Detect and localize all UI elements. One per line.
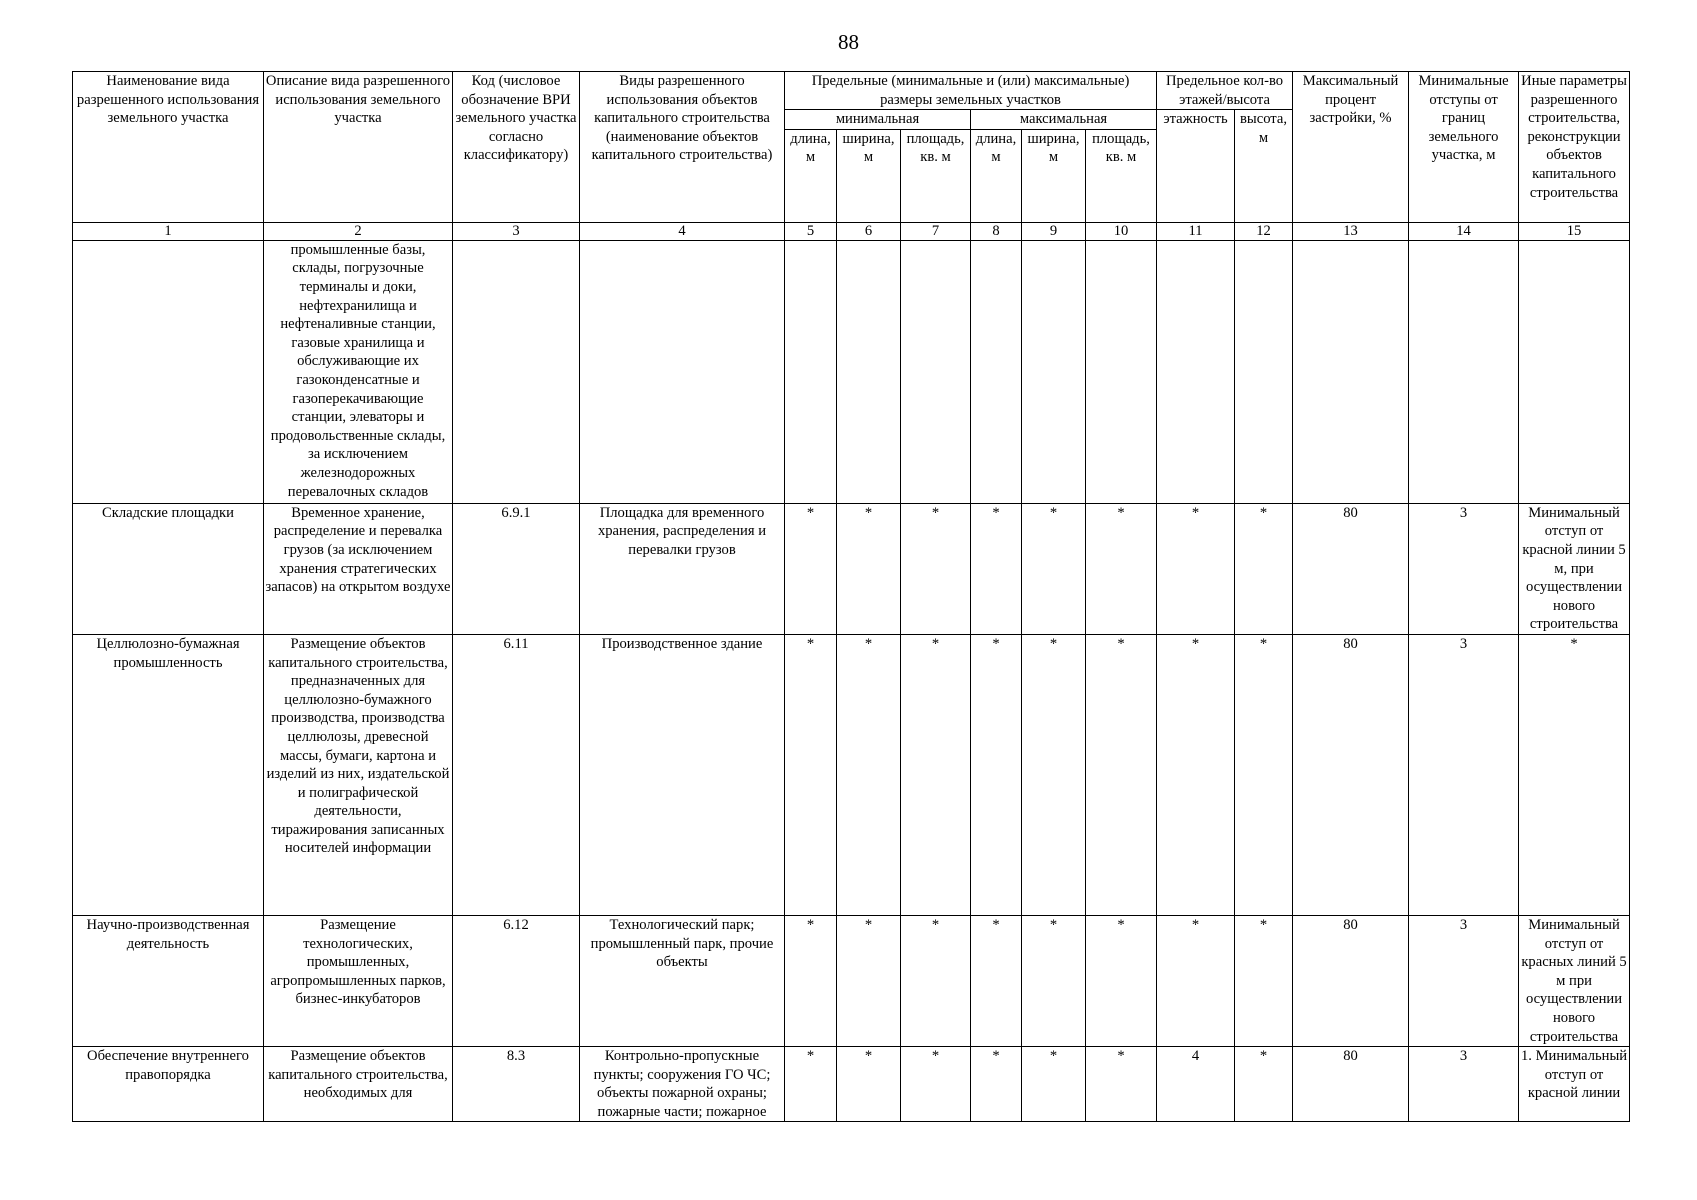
- max-width: *: [1022, 1047, 1086, 1122]
- max-area: *: [1086, 1047, 1157, 1122]
- use-type-description: Размещение объектов капитального строительства, необходимых для: [264, 1047, 453, 1122]
- header-min-area: площадь, кв. м: [901, 129, 971, 222]
- header-min-length: длина, м: [785, 129, 837, 222]
- page-number: 88: [838, 30, 859, 54]
- min-area: *: [901, 634, 971, 915]
- max-length: *: [971, 915, 1022, 1046]
- max-coverage: 80: [1293, 634, 1409, 915]
- column-number: 12: [1235, 222, 1293, 240]
- capital-objects: Технологический парк; промышленный парк, прочие объекты: [580, 915, 785, 1046]
- height: *: [1235, 503, 1293, 634]
- capital-objects: [580, 240, 785, 503]
- min-length: *: [785, 1047, 837, 1122]
- min-area: *: [901, 503, 971, 634]
- header-floors-height: Предельное кол-во этажей/высота: [1157, 72, 1293, 110]
- column-number: 6: [837, 222, 901, 240]
- header-row-1: [73, 72, 1630, 110]
- column-number: 7: [901, 222, 971, 240]
- use-code: 8.3: [453, 1047, 580, 1122]
- capital-objects: Площадка для временного хранения, распределения и перевалки грузов: [580, 503, 785, 634]
- other-params: [1519, 240, 1630, 503]
- min-setbacks: 3: [1409, 503, 1519, 634]
- other-params: Минимальный отступ от красной линии 5 м, при осуществлении нового строительства: [1519, 503, 1630, 634]
- max-coverage: 80: [1293, 915, 1409, 1046]
- use-type-name: [73, 240, 264, 503]
- max-width: *: [1022, 915, 1086, 1046]
- column-number: 13: [1293, 222, 1409, 240]
- header-max-width: ширина, м: [1022, 129, 1086, 222]
- column-number: 15: [1519, 222, 1630, 240]
- min-setbacks: 3: [1409, 634, 1519, 915]
- use-code: 6.11: [453, 634, 580, 915]
- column-number: 5: [785, 222, 837, 240]
- header-height: высота, м: [1235, 110, 1293, 223]
- max-length: [971, 240, 1022, 503]
- height: [1235, 240, 1293, 503]
- column-number: 11: [1157, 222, 1235, 240]
- min-length: [785, 240, 837, 503]
- height: *: [1235, 1047, 1293, 1122]
- floors: [1157, 240, 1235, 503]
- other-params: Минимальный отступ от красных линий 5 м при осуществлении нового строительства: [1519, 915, 1630, 1046]
- min-area: *: [901, 915, 971, 1046]
- header-max-area: площадь, кв. м: [1086, 129, 1157, 222]
- header-min-setbacks: Минимальные отступы от границ земельного участка, м: [1409, 72, 1519, 223]
- use-type-name: Складские площадки: [73, 503, 264, 634]
- column-number: 8: [971, 222, 1022, 240]
- capital-objects: Контрольно-пропускные пункты; сооружения ГО ЧС; объекты пожарной охраны; пожарные части; пожарное: [580, 1047, 785, 1122]
- use-type-name: Научно-производственная деятельность: [73, 915, 264, 1046]
- min-setbacks: 3: [1409, 915, 1519, 1046]
- column-number: 2: [264, 222, 453, 240]
- max-area: *: [1086, 503, 1157, 634]
- min-width: *: [837, 634, 901, 915]
- floors: 4: [1157, 1047, 1235, 1122]
- max-width: *: [1022, 634, 1086, 915]
- header-plot-size-limits: Предельные (минимальные и (или) максимальные) размеры земельных участков: [785, 72, 1157, 110]
- other-params: 1. Минимальный отступ от красной линии: [1519, 1047, 1630, 1122]
- max-length: *: [971, 634, 1022, 915]
- header-maximum: максимальная: [971, 110, 1157, 130]
- floors: *: [1157, 503, 1235, 634]
- use-type-description: промышленные базы, склады, погрузочные терминалы и доки, нефтехранилища и нефтеналивные станции, газовые хранилища и обслуживающие их газоконденсатные и газоперекачивающие станции, элеваторы и продовольственные склады, за исключением железнодорожных перевалочных складов: [264, 240, 453, 503]
- min-setbacks: 3: [1409, 1047, 1519, 1122]
- use-type-description: Размещение объектов капитального строительства, предназначенных для целлюлозно-бумажного производства, производства целлюлозы, древесной массы, бумаги, картона и изделий из них, издательской и полиграфической деятельности, тиражирования записанных носителей информации: [264, 634, 453, 915]
- header-floors: этажность: [1157, 110, 1235, 223]
- min-width: *: [837, 503, 901, 634]
- max-coverage: [1293, 240, 1409, 503]
- header-min-width: ширина, м: [837, 129, 901, 222]
- land-use-regulations-table: [72, 71, 1630, 1122]
- min-length: *: [785, 915, 837, 1046]
- other-params: *: [1519, 634, 1630, 915]
- header-other-params: Иные параметры разрешенного строительства, реконструкции объектов капитального строительства: [1519, 72, 1630, 223]
- column-number: 10: [1086, 222, 1157, 240]
- floors: *: [1157, 634, 1235, 915]
- table-row: [73, 503, 1630, 634]
- table-row: [73, 1047, 1630, 1122]
- use-type-name: Обеспечение внутреннего правопорядка: [73, 1047, 264, 1122]
- min-setbacks: [1409, 240, 1519, 503]
- use-type-description: Размещение технологических, промышленных, агропромышленных парков, бизнес-инкубаторов: [264, 915, 453, 1046]
- table-row: [73, 634, 1630, 915]
- min-length: *: [785, 503, 837, 634]
- height: *: [1235, 634, 1293, 915]
- column-number: 1: [73, 222, 264, 240]
- max-area: *: [1086, 915, 1157, 1046]
- max-length: *: [971, 1047, 1022, 1122]
- max-coverage: 80: [1293, 503, 1409, 634]
- capital-objects: Производственное здание: [580, 634, 785, 915]
- column-number-row: [73, 222, 1630, 240]
- column-number: 3: [453, 222, 580, 240]
- header-max-coverage: Максимальный процент застройки, %: [1293, 72, 1409, 223]
- use-code: [453, 240, 580, 503]
- max-width: [1022, 240, 1086, 503]
- floors: *: [1157, 915, 1235, 1046]
- column-number: 4: [580, 222, 785, 240]
- min-width: *: [837, 915, 901, 1046]
- header-use-type-name: Наименование вида разрешенного использования земельного участка: [73, 72, 264, 223]
- max-area: [1086, 240, 1157, 503]
- header-minimum: минимальная: [785, 110, 971, 130]
- header-use-code: Код (числовое обозначение ВРИ земельного участка согласно классификатору): [453, 72, 580, 223]
- table-row: [73, 240, 1630, 503]
- header-capital-objects: Виды разрешенного использования объектов капитального строительства (наименование объектов капитального строительства): [580, 72, 785, 223]
- max-width: *: [1022, 503, 1086, 634]
- use-type-description: Временное хранение, распределение и перевалка грузов (за исключением хранения стратегических запасов) на открытом воздухе: [264, 503, 453, 634]
- use-code: 6.9.1: [453, 503, 580, 634]
- height: *: [1235, 915, 1293, 1046]
- use-type-name: Целлюлозно-бумажная промышленность: [73, 634, 264, 915]
- max-length: *: [971, 503, 1022, 634]
- column-number: 14: [1409, 222, 1519, 240]
- use-code: 6.12: [453, 915, 580, 1046]
- min-width: *: [837, 1047, 901, 1122]
- column-number: 9: [1022, 222, 1086, 240]
- header-use-type-description: Описание вида разрешенного использования земельного участка: [264, 72, 453, 223]
- min-area: *: [901, 1047, 971, 1122]
- header-max-length: длина, м: [971, 129, 1022, 222]
- max-area: *: [1086, 634, 1157, 915]
- min-length: *: [785, 634, 837, 915]
- min-width: [837, 240, 901, 503]
- max-coverage: 80: [1293, 1047, 1409, 1122]
- min-area: [901, 240, 971, 503]
- table-row: [73, 915, 1630, 1046]
